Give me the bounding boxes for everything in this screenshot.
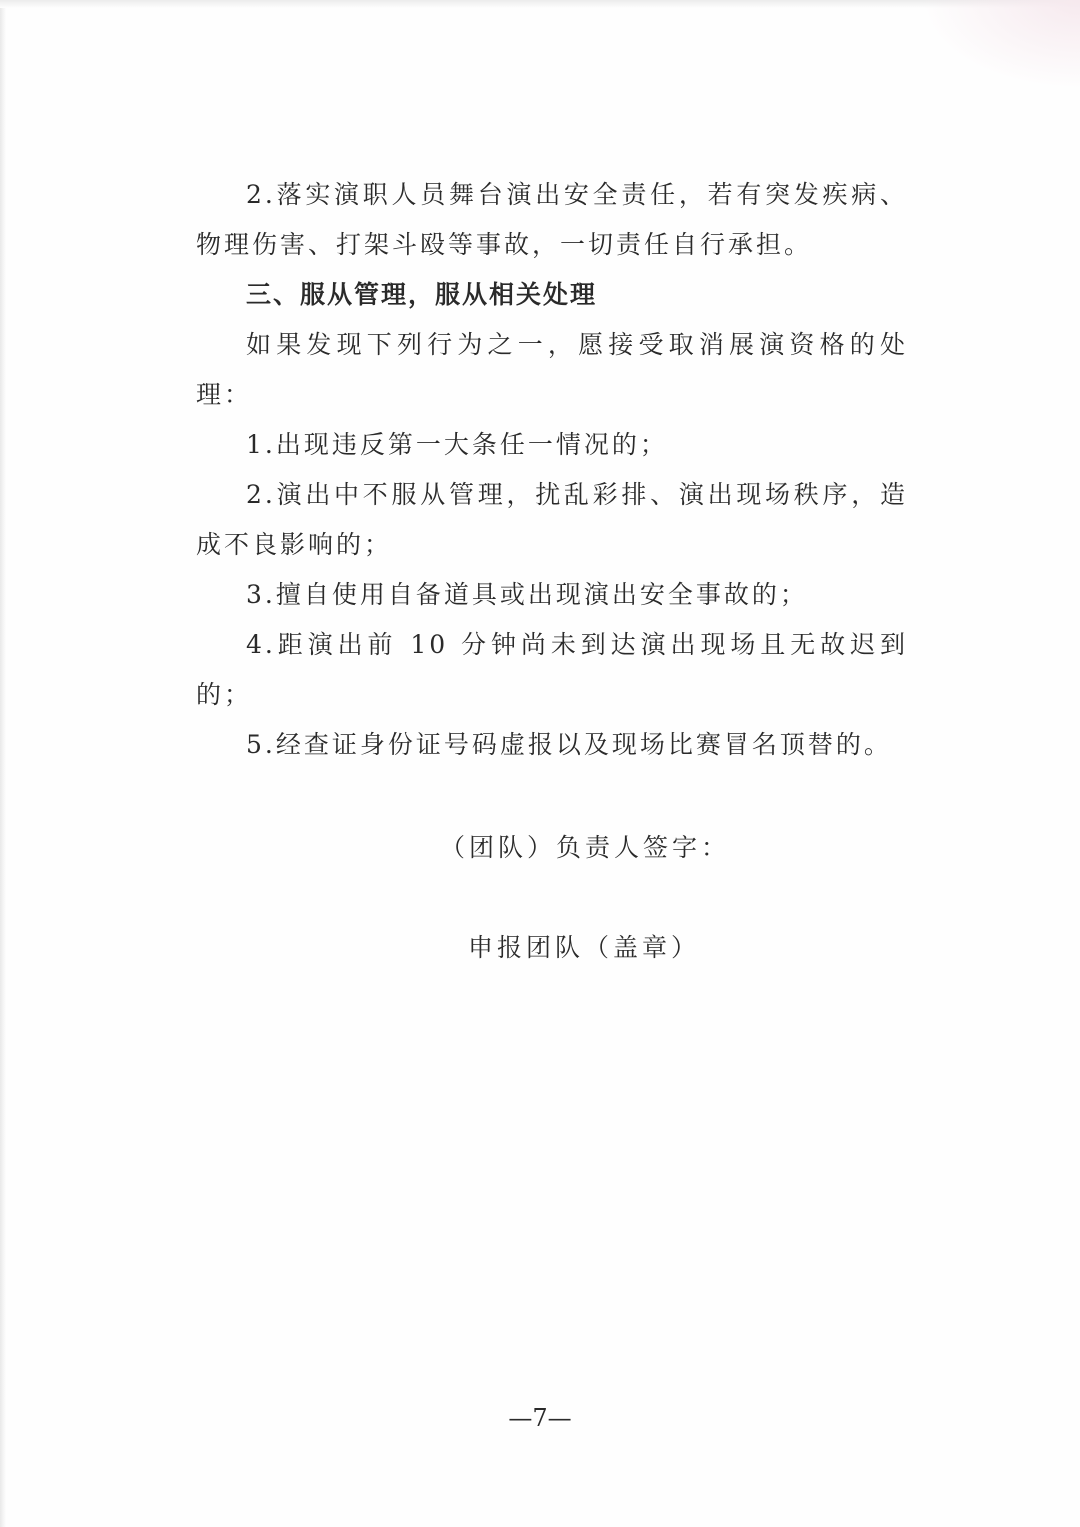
scan-edge-left bbox=[0, 0, 6, 1527]
list-item-5: 5.经查证身份证号码虚报以及现场比赛冒名顶替的。 bbox=[246, 730, 892, 759]
document-body bbox=[196, 170, 908, 770]
stamp-label: 申报团队（盖章） bbox=[468, 933, 701, 962]
list-item-3: 3.擅自使用自备道具或出现演出安全事故的； bbox=[246, 580, 808, 609]
section-heading-management: 三、服从管理，服从相关处理 bbox=[246, 280, 598, 309]
signature-label: （团队）负责人签字： bbox=[440, 833, 731, 862]
paragraph-disqualification-intro: 如果发现下列行为之一，愿接受取消展演资格的处理： bbox=[196, 330, 908, 409]
list-item-2: 2.演出中不服从管理，扰乱彩排、演出现场秩序，造成不良影响的； bbox=[196, 480, 908, 559]
page-number: —7— bbox=[508, 1404, 572, 1432]
list-item-4: 4.距演出前 10 分钟尚未到达演出现场且无故迟到的； bbox=[196, 630, 908, 709]
scan-tint bbox=[920, 0, 1080, 90]
list-item-1: 1.出现违反第一大条任一情况的； bbox=[246, 430, 668, 459]
paragraph-safety-responsibility: 2.落实演职人员舞台演出安全责任，若有突发疾病、物理伤害、打架斗殴等事故，一切责任自行承担。 bbox=[196, 180, 908, 259]
scan-edge-top bbox=[0, 0, 1080, 8]
